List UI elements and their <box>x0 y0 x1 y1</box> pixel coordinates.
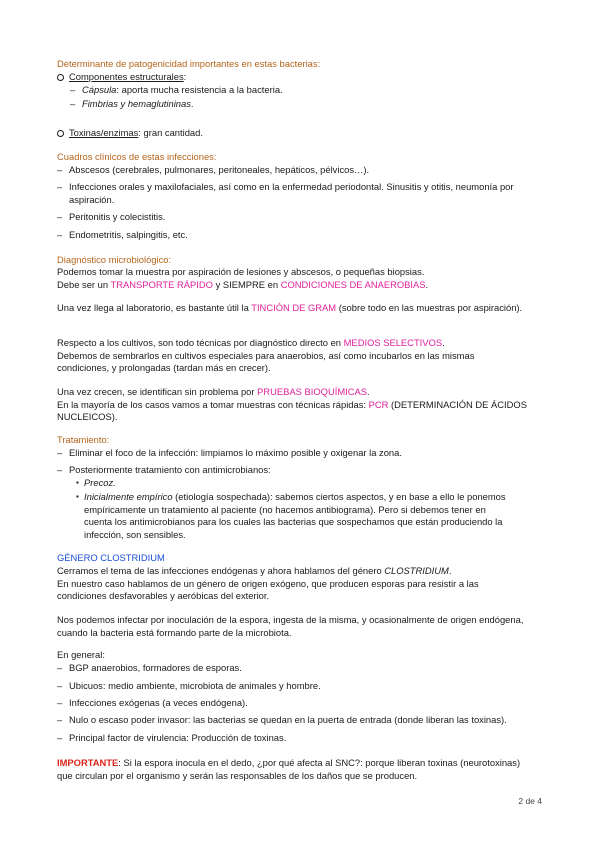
list-item: – Principal factor de virulencia: Producción de toxinas. <box>57 732 287 743</box>
sub-bullet-item: ▪ Precoz. <box>76 477 116 488</box>
list-item: – Endometritis, salpingitis, etc. <box>57 229 188 240</box>
treatment-heading: Tratamiento: <box>57 434 110 445</box>
page-number: 2 de 4 <box>518 796 542 806</box>
toxins-label: Toxinas/enzimas <box>69 127 139 138</box>
list-item: – Ubicuos: medio ambiente, microbiota de animales y hombre. <box>57 680 321 691</box>
important-label: IMPORTANTE <box>57 757 119 768</box>
toxins-item: Toxinas/enzimas: gran cantidad. <box>57 127 203 140</box>
clostridium-paragraph-2: Nos podemos infectar por inoculación de la espora, ingesta de la misma, y ocasionalmente de origen endógena, cuando la bacteria está formando parte de la microbiota. <box>57 614 524 638</box>
diagnosis-paragraph-4: Una vez crecen, se identifican sin problema por PRUEBAS BIOQUÍMICAS. En la mayoría de los casos vamos a tomar muestras con técnicas rápidas: PCR (DETERMINACIÓN DE ÁCIDOS NUCLEICOS). <box>57 386 527 423</box>
structural-components-label: Componentes estructurales <box>69 71 184 82</box>
list-item: – Infecciones exógenas (a veces endógena). <box>57 697 248 708</box>
circle-bullet-icon <box>57 74 64 81</box>
general-label: En general: <box>57 649 105 660</box>
list-item: – BGP anaerobios, formadores de esporas. <box>57 662 242 673</box>
list-item: – Posteriormente tratamiento con antimicrobianos: <box>57 464 271 475</box>
list-item: – Nulo o escaso poder invasor: las bacterias se quedan en la puerta de entrada (donde liberan las toxinas). <box>57 714 507 725</box>
clinical-heading: Cuadros clínicos de estas infecciones: <box>57 151 217 162</box>
pathogenicity-heading: Determinante de patogenicidad importantes en estas bacterias: <box>57 58 321 69</box>
list-item: – Peritonitis y colecistitis. <box>57 211 166 222</box>
clostridium-paragraph-1: Cerramos el tema de las infecciones endógenas y ahora hablamos del género CLOSTRIDIUM. En nuestro caso hablamos de un género de origen exógeno, que producen esporas para resistir a las condiciones desfavorables y aeróbicas del exterior. <box>57 565 479 602</box>
list-item: – Eliminar el foco de la infección: limpiamos lo máximo posible y oxigenar la zona. <box>57 447 402 458</box>
capsule-item: – Cápsula: aporta mucha resistencia a la bacteria. <box>70 84 283 95</box>
diagnosis-heading: Diagnóstico microbiológico: <box>57 254 172 265</box>
diagnosis-paragraph-2: Una vez llega al laboratorio, es bastante útil la TINCIÓN DE GRAM (sobre todo en las muestras por aspiración). <box>57 302 523 313</box>
clostridium-heading: GÉNERO CLOSTRIDIUM <box>57 552 165 563</box>
list-item: – Infecciones orales y maxilofaciales, así como en la enfermedad periodontal. Sinusitis y otitis, neumonía por aspiración. <box>57 181 514 205</box>
circle-bullet-icon <box>57 130 64 137</box>
sub-bullet-item: ▪ Inicialmente empírico (etiología sospechada): sabemos ciertos aspectos, y en base a ello le ponemos empíricamente un tratamiento al paciente (no hacemos antibiograma). Pero si debemos tener en cuenta los antimicrobianos para los cuales las bacterias que sospechamos que están produciendo la infección, son sensibles. <box>76 491 506 540</box>
fimbriae-item: – Fimbrias y hemaglutininas. <box>70 98 194 109</box>
structural-components-item: Componentes estructurales: <box>57 71 186 84</box>
important-note: IMPORTANTE: Si la espora inocula en el dedo, ¿por qué afecta al SNC?: porque liberan toxinas (neurotoxinas) que circulan por el organismo y serán las responsables de los daños que se producen. <box>57 757 521 781</box>
diagnosis-paragraph-3: Respecto a los cultivos, son todo técnicas por diagnóstico directo en MEDIOS SELECTIVOS. Debemos de sembrarlos en cultivos especiales para anaerobios, así como incubarlos en las mismas condiciones, y prolongadas (tardan más en crecer). <box>57 337 475 374</box>
list-item: – Abscesos (cerebrales, pulmonares, peritoneales, hepáticos, pélvicos…). <box>57 164 370 175</box>
diagnosis-paragraph-1: Podemos tomar la muestra por aspiración de lesiones y abscesos, o pequeñas biopsias. Debe ser un TRANSPORTE RÁPIDO y SIEMPRE en CONDICIONES DE ANAEROBIAS. <box>57 266 429 290</box>
